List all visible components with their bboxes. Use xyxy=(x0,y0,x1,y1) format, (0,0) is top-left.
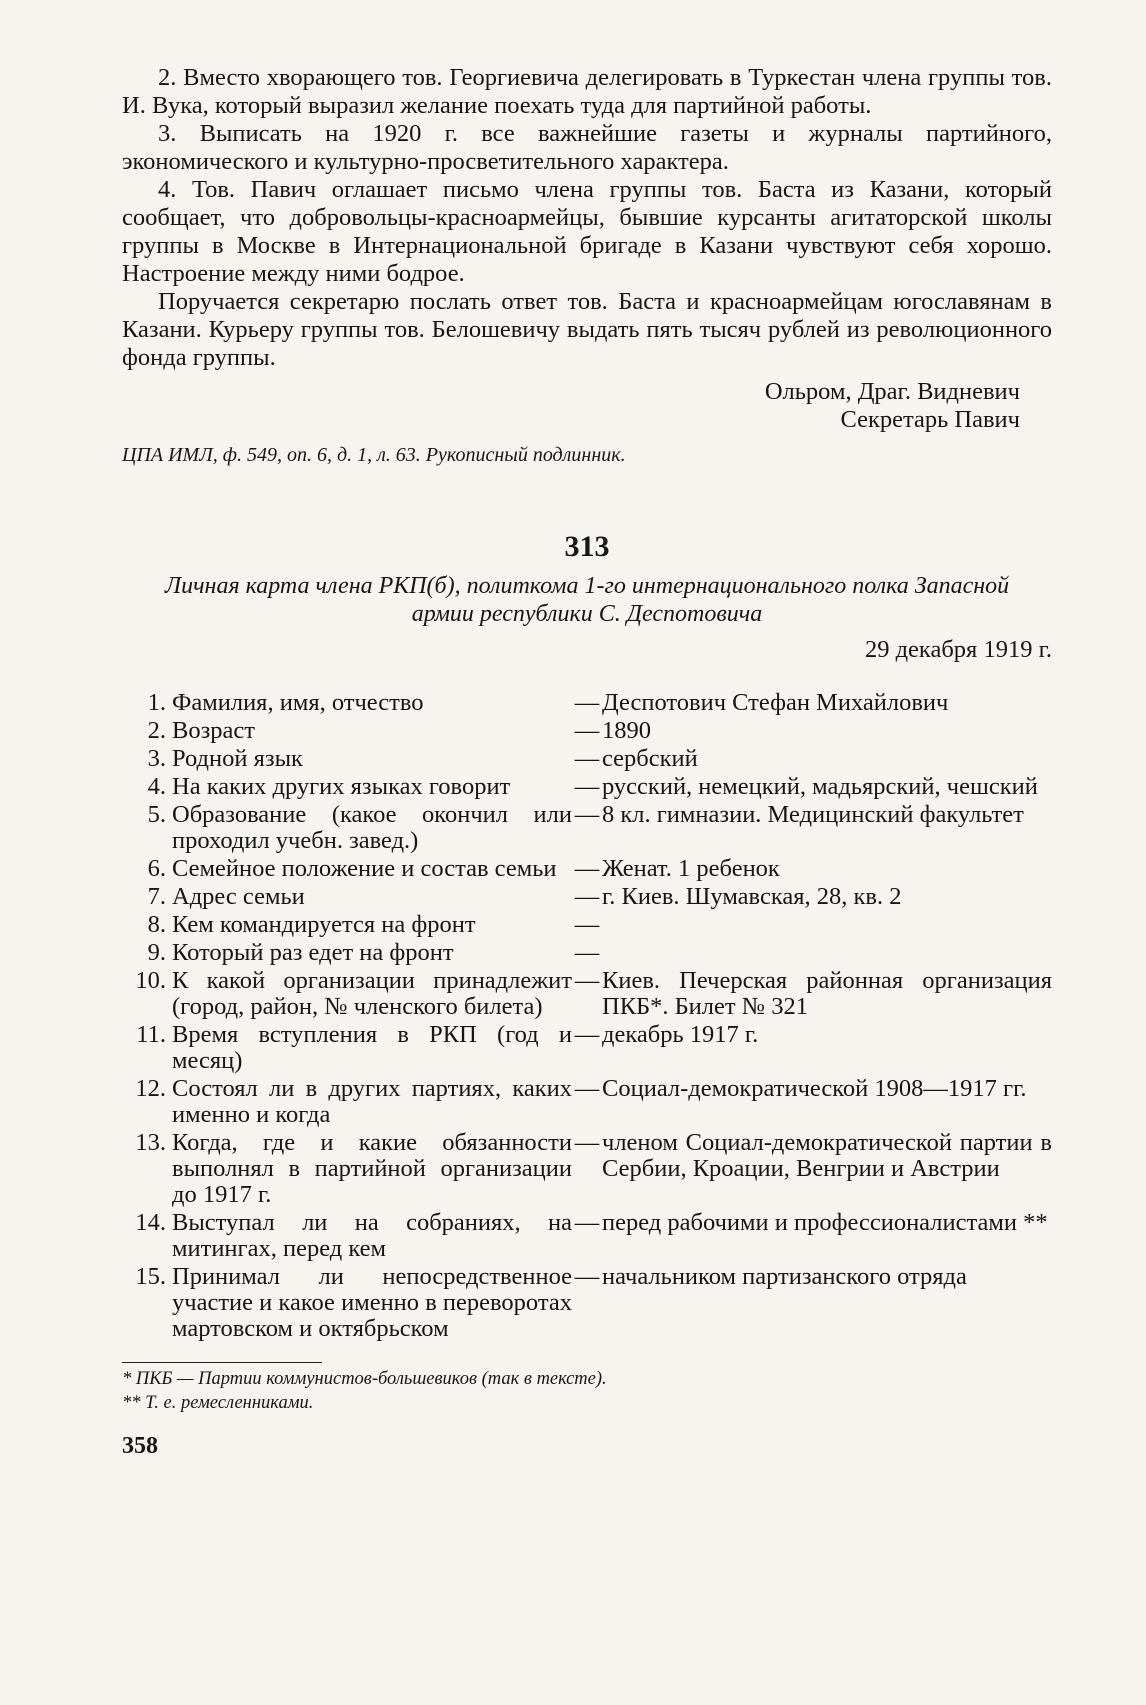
card-row-number: 5. xyxy=(147,801,166,828)
card-row xyxy=(122,912,1052,938)
card-row-question: Семейное положение и состав семьи xyxy=(172,855,557,882)
card-row-number: 7. xyxy=(147,883,166,910)
card-row-dash: — xyxy=(574,939,600,966)
card-row-answer: членом Социал-демократической партии в Сербии, Кроации, Венгрии и Австрии xyxy=(602,1129,1052,1182)
card-row-question: Родной язык xyxy=(172,745,303,772)
card-row-number: 10. xyxy=(135,967,166,994)
card-row-dash: — xyxy=(574,911,600,938)
document-number: 313 xyxy=(564,530,610,563)
personal-card-table xyxy=(122,690,1052,1342)
card-row xyxy=(122,856,1052,882)
card-row xyxy=(122,1210,1052,1262)
card-row-number: 4. xyxy=(147,773,166,800)
card-row-answer xyxy=(602,912,1052,938)
card-row-number: 3. xyxy=(147,745,166,772)
card-row-question: Кем командируется на фронт xyxy=(172,911,476,938)
card-row-question: Время вступления в РКП (год и месяц) xyxy=(172,1021,572,1074)
card-row-number: 12. xyxy=(135,1075,166,1102)
card-row-number: 1. xyxy=(147,689,166,716)
card-row-dash: — xyxy=(574,967,600,994)
card-row-answer: Деспотович Стефан Михайлович xyxy=(602,689,949,716)
card-row-dash: — xyxy=(574,801,600,828)
archive-source: ЦПА ИМЛ, ф. 549, оп. 6, д. 1, л. 63. Рукописный подлинник. xyxy=(122,444,626,466)
card-row xyxy=(122,1130,1052,1208)
card-row-answer: 8 кл. гимназии. Медицинский факультет xyxy=(602,801,1024,828)
paragraph-item-3: 3. Выписать на 1920 г. все важнейшие газеты и журналы партийного, экономического и культурно-просветительного характера. xyxy=(122,120,1052,175)
card-row xyxy=(122,1076,1052,1128)
card-row xyxy=(122,746,1052,772)
card-row xyxy=(122,802,1052,854)
card-row-question: Выступал ли на собраниях, на митингах, перед кем xyxy=(172,1209,572,1262)
card-row-answer: перед рабочими и профессионалистами ** xyxy=(602,1209,1048,1236)
card-row-dash: — xyxy=(574,689,600,716)
paragraph-item-4: 4. Тов. Павич оглашает письмо члена группы тов. Баста из Казани, который сообщает, что добровольцы-красноармейцы, бывшие курсанты агитаторской школы группы в Москве в Интернациональной бригаде в Казани чувствуют себя хорошо. Настроение между ними бодрое. xyxy=(122,176,1052,287)
card-row-dash: — xyxy=(574,1209,600,1236)
card-row-answer xyxy=(602,940,1052,966)
card-row xyxy=(122,718,1052,744)
card-row-number: 8. xyxy=(147,911,166,938)
card-row-answer: 1890 xyxy=(602,717,651,744)
card-row-dash: — xyxy=(574,745,600,772)
document-date: 29 декабря 1919 г. xyxy=(864,636,1052,663)
card-row-question: Состоял ли в других партиях, каких именно и когда xyxy=(172,1075,572,1128)
card-row-answer: начальником партизанского отряда xyxy=(602,1263,967,1290)
paragraph-item-2: 2. Вместо хворающего тов. Георгиевича делегировать в Туркестан члена группы тов. И. Вука, который выразил желание поехать туда для партийной работы. xyxy=(122,64,1052,119)
footnote-2: ** Т. е. ремесленниками. xyxy=(122,1393,314,1413)
card-row-dash: — xyxy=(574,1075,600,1102)
card-row-answer: г. Киев. Шумавская, 28, кв. 2 xyxy=(602,883,902,910)
card-row-answer: декабрь 1917 г. xyxy=(602,1021,759,1048)
card-row xyxy=(122,774,1052,800)
card-row-dash: — xyxy=(574,1021,600,1048)
card-row-question: На каких других языках говорит xyxy=(172,773,511,800)
card-row-dash: — xyxy=(574,855,600,882)
card-row-number: 9. xyxy=(147,939,166,966)
card-row-question: К какой организации принадлежит (город, район, № членского билета) xyxy=(172,967,572,1020)
signature-line-1: Ольром, Драг. Видневич xyxy=(764,378,1020,405)
card-row-dash: — xyxy=(574,717,600,744)
card-row-number: 14. xyxy=(135,1209,166,1236)
card-row-number: 15. xyxy=(135,1263,166,1290)
footnote-divider xyxy=(122,1362,322,1363)
card-row-answer: Женат. 1 ребенок xyxy=(602,855,780,882)
card-row-answer: русский, немецкий, мадьярский, чешский xyxy=(602,773,1038,800)
card-row xyxy=(122,690,1052,716)
card-row-question: Принимал ли непосредственное участие и какое именно в переворотах мартовском и октябрьском xyxy=(172,1263,572,1342)
card-row-answer: Киев. Печерская районная организация ПКБ*. Билет № 321 xyxy=(602,967,1052,1020)
page-number: 358 xyxy=(122,1433,158,1459)
card-row-question: Образование (какое окончил или проходил учебн. завед.) xyxy=(172,801,572,854)
card-row-question: Фамилия, имя, отчество xyxy=(172,689,424,716)
card-row-question: Возраст xyxy=(172,717,255,744)
card-row-dash: — xyxy=(574,883,600,910)
document-title: Личная карта члена РКП(б), политкома 1-го интернационального полка Запасной армии республики С. Деспотовича xyxy=(164,573,1010,627)
card-row xyxy=(122,1022,1052,1074)
card-row xyxy=(122,884,1052,910)
card-row-dash: — xyxy=(574,1129,600,1156)
card-row xyxy=(122,968,1052,1020)
card-row-question: Когда, где и какие обязанности выполнял в партийной организации до 1917 г. xyxy=(172,1129,572,1208)
card-row-dash: — xyxy=(574,773,600,800)
signature-line-2: Секретарь Павич xyxy=(840,406,1020,433)
card-row-question: Который раз едет на фронт xyxy=(172,939,454,966)
card-row-number: 6. xyxy=(147,855,166,882)
paragraph-instruction: Поручается секретарю послать ответ тов. Баста и красноармейцам югославянам в Казани. Курьеру группы тов. Белошевичу выдать пять тысяч рублей из революционного фонда группы. xyxy=(122,288,1052,371)
card-row-number: 2. xyxy=(147,717,166,744)
signature-block xyxy=(122,378,1052,434)
card-row xyxy=(122,940,1052,966)
card-row-number: 11. xyxy=(136,1021,166,1048)
card-row-dash: — xyxy=(574,1263,600,1290)
text-column xyxy=(122,64,1052,1460)
card-row-question: Адрес семьи xyxy=(172,883,305,910)
card-row-answer: Социал-демократической 1908—1917 гг. xyxy=(602,1075,1027,1102)
card-row xyxy=(122,1264,1052,1342)
card-row-number: 13. xyxy=(135,1129,166,1156)
card-row-answer: сербский xyxy=(602,745,698,772)
footnote-1: * ПКБ — Партии коммунистов-большевиков (так в тексте). xyxy=(122,1369,607,1389)
